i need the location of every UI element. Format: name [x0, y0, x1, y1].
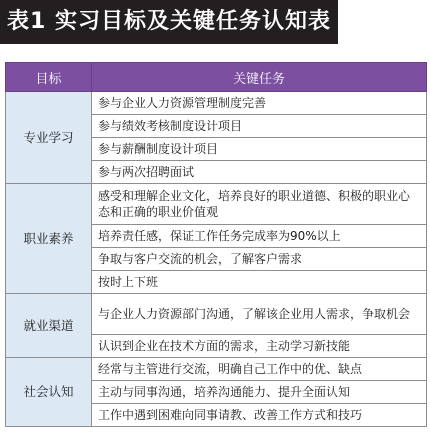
header-row: [6, 63, 427, 92]
goal-professional-learning: 专业学习: [6, 92, 92, 184]
task-cell: 工作中遇到困难向同事请教、改善工作方式和技巧: [92, 404, 427, 427]
task-cell: 按时上下班: [92, 271, 427, 294]
task-cell: 参与企业人力资源管理制度完善: [92, 92, 427, 115]
task-cell: 争取与客户交流的机会，了解客户需求: [92, 248, 427, 271]
goal-employment-channels: 就业渠道: [6, 294, 92, 358]
task-cell: 与企业人力资源部门沟通，了解该企业用人需求，争取机会: [92, 294, 427, 335]
task-cell: 参与薪酬制度设计项目: [92, 138, 427, 161]
task-cell: 认识到企业在技术方面的需求，主动学习新技能: [92, 335, 427, 358]
table-row: [6, 294, 427, 335]
header-tasks: 关键任务: [92, 63, 427, 92]
table-row: [6, 184, 427, 225]
task-cell: 经常与主管进行交流，明确自己工作中的优、缺点: [92, 358, 427, 381]
goal-social-cognition: 社会认知: [6, 358, 92, 427]
table-title: 表1 实习目标及关键任务认知表: [0, 0, 338, 44]
task-table: [5, 62, 427, 427]
table-row: [6, 92, 427, 115]
task-cell: 参与绩效考核制度设计项目: [92, 115, 427, 138]
task-cell: 培养责任感，保证工作任务完成率为90%以上: [92, 225, 427, 248]
task-cell: 感受和理解企业文化，培养良好的职业道德、积极的职业心态和正确的职业价值观: [92, 184, 427, 225]
table-row: [6, 358, 427, 381]
goal-professional-quality: 职业素养: [6, 184, 92, 294]
header-goal: 目标: [6, 63, 92, 92]
task-cell: 主动与同事沟通，培养沟通能力、提升全面认知: [92, 381, 427, 404]
task-cell: 参与两次招聘面试: [92, 161, 427, 184]
